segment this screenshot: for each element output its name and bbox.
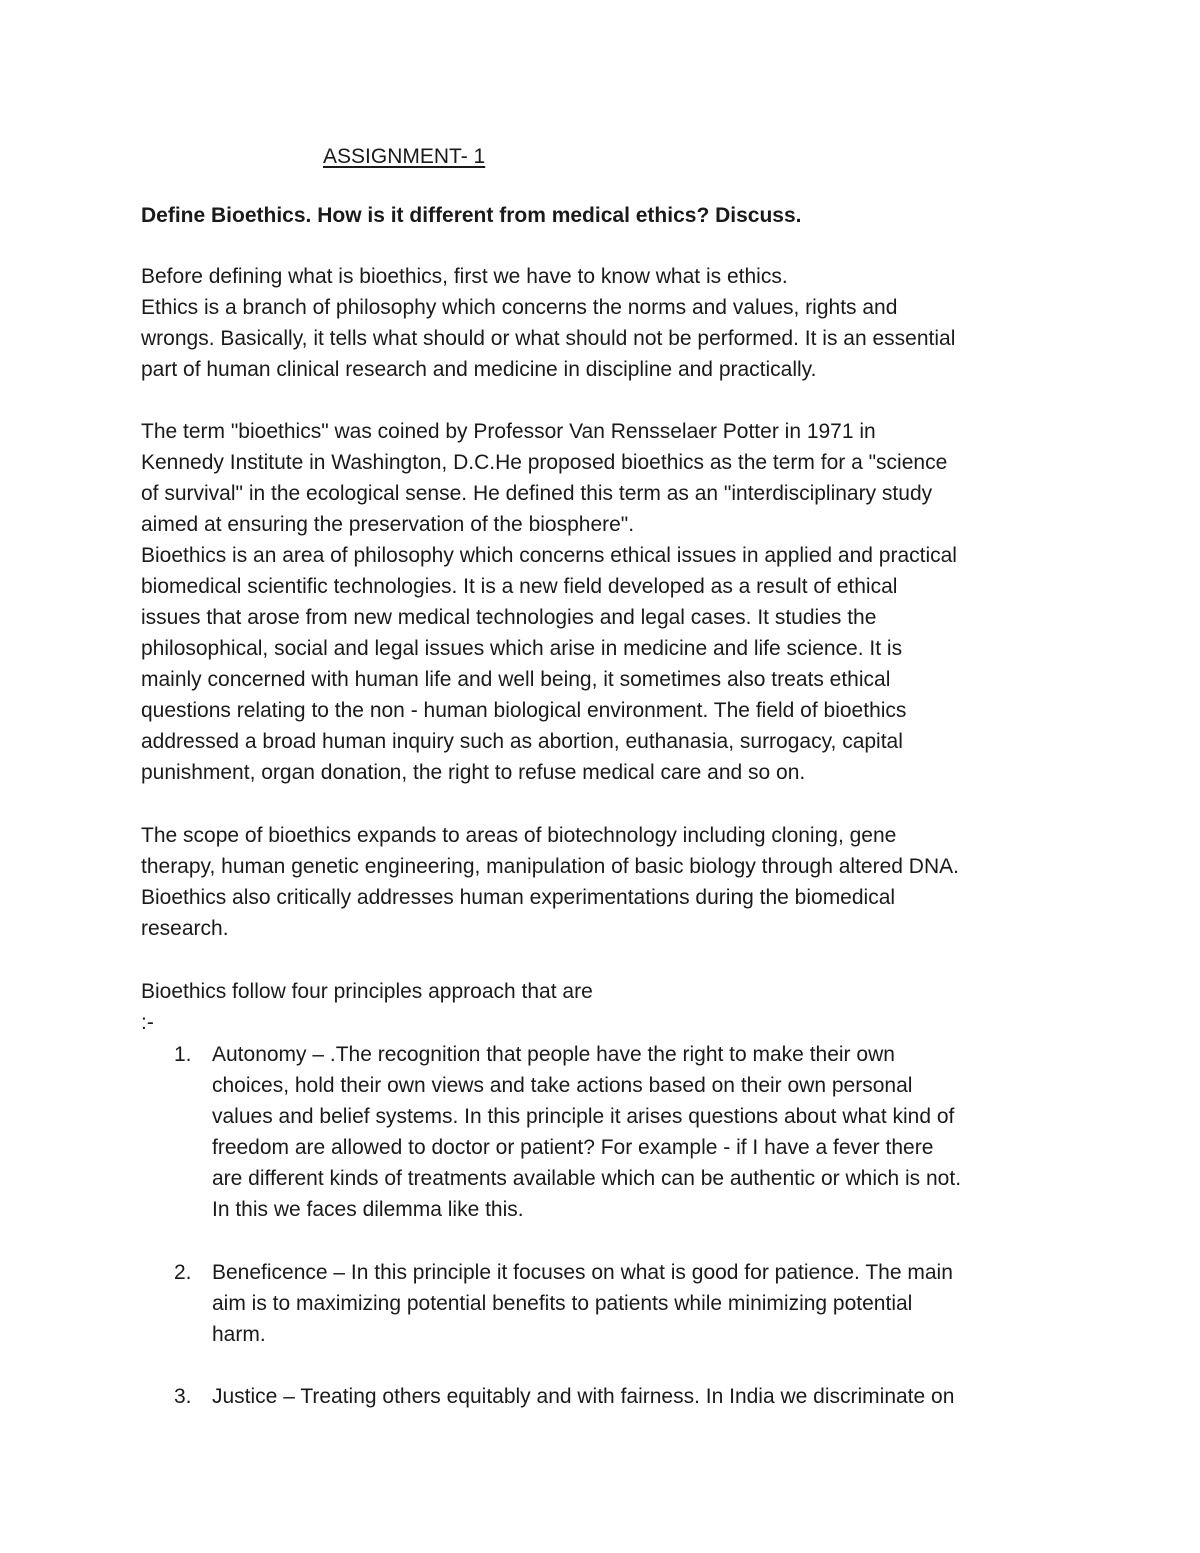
paragraph-line: research. xyxy=(141,917,229,940)
paragraph-line: wrongs. Basically, it tells what should or what should not be performed. It is an essential xyxy=(141,327,956,350)
list-number: 1. xyxy=(174,1043,192,1066)
list-number: 2. xyxy=(174,1261,192,1284)
paragraph-line: Ethics is a branch of philosophy which concerns the norms and values, rights and xyxy=(141,296,898,319)
paragraph-line: questions relating to the non - human biological environment. The field of bioethics xyxy=(141,699,907,722)
list-line: aim is to maximizing potential benefits to patients while minimizing potential xyxy=(212,1292,913,1315)
paragraph-line: Kennedy Institute in Washington, D.C.He proposed bioethics as the term for a "science xyxy=(141,451,948,474)
paragraph-principles-intro xyxy=(141,976,1091,1038)
list-line: freedom are allowed to doctor or patient? For example - if I have a fever there xyxy=(212,1136,934,1159)
paragraph-line: Bioethics is an area of philosophy which concerns ethical issues in applied and practical xyxy=(141,544,957,567)
paragraph-scope xyxy=(141,820,1091,944)
paragraph-line: Before defining what is bioethics, first we have to know what is ethics. xyxy=(141,265,788,288)
question-heading: Define Bioethics. How is it different from medical ethics? Discuss. xyxy=(141,204,802,227)
list-number: 3. xyxy=(174,1385,192,1408)
list-line: In this we faces dilemma like this. xyxy=(212,1198,524,1221)
list-line: values and belief systems. In this principle it arises questions about what kind of xyxy=(212,1105,955,1128)
paragraph-ethics xyxy=(141,261,1091,385)
paragraph-bioethics-definition xyxy=(141,416,1091,788)
paragraph-line: Bioethics also critically addresses human experimentations during the biomedical xyxy=(141,886,896,909)
list-line: Beneficence – In this principle it focuses on what is good for patience. The main xyxy=(212,1261,953,1284)
list-line: Justice – Treating others equitably and with fairness. In India we discriminate on xyxy=(212,1385,955,1408)
paragraph-line: punishment, organ donation, the right to refuse medical care and so on. xyxy=(141,761,806,784)
list-line: choices, hold their own views and take actions based on their own personal xyxy=(212,1074,913,1097)
paragraph-line: aimed at ensuring the preservation of the biosphere". xyxy=(141,513,635,536)
list-line: harm. xyxy=(212,1323,266,1346)
list-item-text xyxy=(212,1039,961,1225)
paragraph-line: issues that arose from new medical technologies and legal cases. It studies the xyxy=(141,606,877,629)
paragraph-line: of survival" in the ecological sense. He defined this term as an "interdisciplinary study xyxy=(141,482,933,505)
paragraph-line: The scope of bioethics expands to areas of biotechnology including cloning, gene xyxy=(141,824,897,847)
paragraph-line: addressed a broad human inquiry such as abortion, euthanasia, surrogacy, capital xyxy=(141,730,903,753)
paragraph-line: philosophical, social and legal issues which arise in medicine and life science. It is xyxy=(141,637,903,660)
list-line: are different kinds of treatments available which can be authentic or which is not. xyxy=(212,1167,962,1190)
list-item-text xyxy=(212,1381,954,1412)
assignment-title: ASSIGNMENT- 1 xyxy=(323,145,486,168)
paragraph-line: biomedical scientific technologies. It is a new field developed as a result of ethical xyxy=(141,575,898,598)
paragraph-line: :- xyxy=(141,1011,154,1034)
list-line: Autonomy – .The recognition that people have the right to make their own xyxy=(212,1043,895,1066)
paragraph-line: Bioethics follow four principles approach that are xyxy=(141,980,593,1003)
paragraph-line: The term "bioethics" was coined by Professor Van Rensselaer Potter in 1971 in xyxy=(141,420,876,443)
list-item-text xyxy=(212,1257,953,1350)
paragraph-line: part of human clinical research and medicine in discipline and practically. xyxy=(141,358,817,381)
paragraph-line: mainly concerned with human life and well being, it sometimes also treats ethical xyxy=(141,668,891,691)
paragraph-line: therapy, human genetic engineering, manipulation of basic biology through altered DNA. xyxy=(141,855,959,878)
